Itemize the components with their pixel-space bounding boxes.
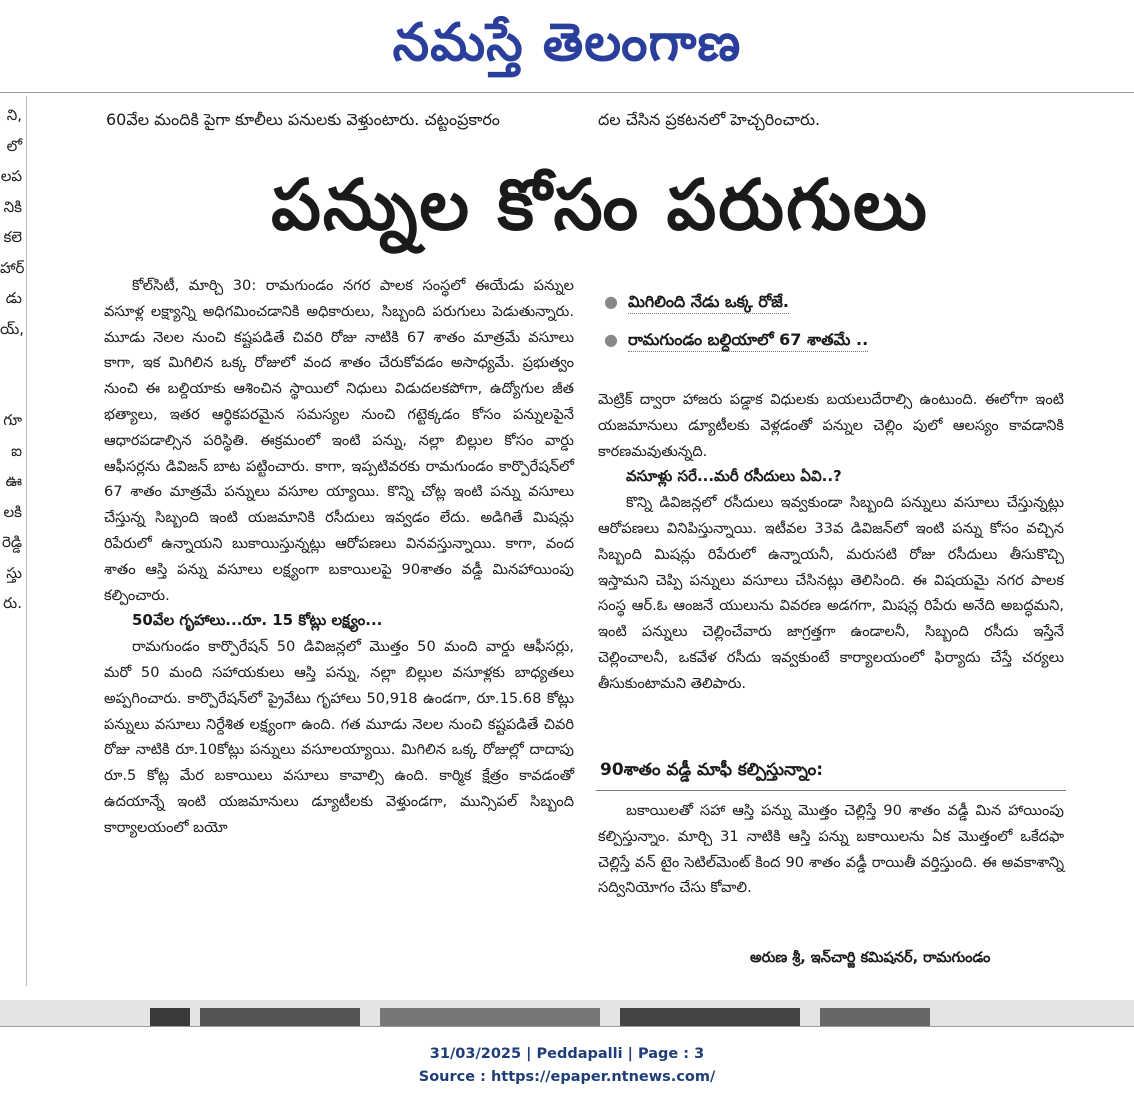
left-fragment	[0, 375, 24, 406]
headline: పన్నుల కోసం పరుగులు	[271, 164, 929, 246]
left-column-fragments	[0, 100, 24, 980]
masthead-title: నమస్తే తెలంగాణ	[392, 13, 742, 73]
box-signature: అరుణ శ్రీ, ఇన్‌చార్జి కమిషనర్, రామగుండం	[750, 950, 991, 966]
box-divider	[596, 790, 1066, 791]
left-fragment: నికి	[3, 197, 22, 216]
left-fragment: కలె	[3, 228, 22, 246]
left-fragment: డు	[5, 289, 22, 307]
footer-source: Source : https://epaper.ntnews.com/	[418, 1069, 716, 1085]
article-paragraph: మెట్రిక్ ద్వారా హాజరు పడ్డాక విధులకు బయలుదేరాల్సి ఉంటుంది. ఈలోగా ఇంటి యజమానులు డ్యూటీలకు వెళ్లడంతో పన్నుల చెల్లిం పులో ఆలస్యం కావడానికి కారణమవుతున్నది.	[598, 391, 1064, 460]
article-paragraph: రామగుండం కార్పొరేషన్ 50 డివిజన్లలో మొత్తం 50 మంది వార్డు ఆఫీసర్లు, మరో 50 మంది సహాయకులు ఆస్తి పన్ను, నల్లా బిల్లుల వసూళ్లకు బాధ్యతలు అప్పగించారు. కార్పొరేషన్‌లో ప్రైవేటు గృహాలు 50,918 ఉండగా, రూ.15.68 కోట్లు పన్నులు వసూలు నిర్దేశిత లక్ష్యంగా ఉంది. గత మూడు నెలల నుంచి కష్టపడితే చివరి రోజు నాటికి రూ.10కోట్లు పన్నులు వసూలయ్యాయి. మిగిలిన ఒక్క రోజుల్లో దాదాపు రూ.5 కోట్ల మేర బకాయిలు వసూలు కావాల్సి ఉంది. కార్మిక క్షేత్రం కావడంతో ఉదయాన్నే ఇంటి యజమానులు డ్యూటీలకు వెళ్తుండగా, మున్సిపల్ సిబ్బంది కార్యాలయంలో బయో	[104, 638, 574, 836]
left-fragment: హార్	[0, 258, 24, 277]
article-paragraph: కొన్ని డివిజన్లలో రసీదులు ఇవ్వకుండా సిబ్బంది పన్నులు వసూలు చేస్తున్నట్లు ఆరోపణలు వినిపిస్తున్నాయి. ఇటీవల 33వ డివిజన్‌లో ఇంటి పన్ను కోసం వచ్చిన సిబ్బంది మిషన్లు రిపేరులో ఉన్నాయనీ, మరుసటి రోజు రసీదులు తీసుకొచ్చి ఇస్తామని చెప్పి పన్నులు వసూలు చేసినట్లు తెలిసింది. ఈ విషయమై నగర పాలక సంస్థ ఆర్.ఓ ఆంజనే యులును వివరణ అడగగా, మిషన్ల రిపేరు అనేది అబద్ధమని, ఇంటి పన్నులు చెల్లించేవారు జాగ్రత్తగా ఉండాలనీ, సిబ్బంది రసీదు ఇస్తేనే చెల్లించాలనీ, ఒకవేళ రసీదు ఇవ్వకుంటే కార్యాలయంలో ఫిర్యాదు చేస్తే చర్యలు తీసుకుంటామని తెలిపారు.	[598, 494, 1064, 692]
footer-date-edition: 31/03/2025 | Peddapalli | Page : 3	[429, 1046, 705, 1062]
left-fragment: లప	[0, 167, 22, 185]
left-fragment: లో	[6, 136, 22, 155]
highlight-item: ● రామగుండం బల్దియాలో 67 శాతమే ..	[604, 321, 964, 359]
bullet-icon: ●	[604, 330, 618, 349]
left-fragment: గూ	[3, 411, 22, 429]
left-fragment: య్,	[0, 319, 24, 338]
highlights	[604, 283, 964, 359]
left-fragment: రు.	[3, 594, 22, 612]
top-continuation-right: దల చేసిన ప్రకటనలో హెచ్చరించారు.	[598, 110, 821, 129]
photo-strip	[0, 1000, 1134, 1026]
article-paragraph: కోల్‌సిటీ, మార్చి 30: రామగుండం నగర పాలక సంస్థలో ఈయేడు పన్నుల వసూళ్ల లక్ష్యాన్ని అధిగమించడానికి అధికారులు, సిబ్బంది పరుగులు పెడుతున్నారు. మూడు నెలల నుంచి కష్టపడితే చివరి రోజు నాటికి 67 శాతం మాత్రమే వసూలు కాగా, ఇక మిగిలిన ఒక్క రోజులో వంద శాతం చేరుకోవడం అసాధ్యమే. ప్రభుత్వం నుంచి ఈ బల్దియాకు ఆశించిన స్థాయిలో నిధులు విడుదలకపోగా, ఉద్యోగుల జీత భత్యాలు, ఇతర ఆర్థికపరమైన సమస్యల నుంచి గట్టెక్కడం కోసం పన్నులపైనే ఆధారపడాల్సిన పరిస్థితి. ఈక్రమంలో ఇంటి పన్ను, నల్లా బిల్లుల కోసం వార్డు ఆఫీసర్లను డివిజన్ బాట పట్టించారు. కాగా, ఇప్పటివరకు రామగుండం కార్పొరేషన్‌లో 67 శాతం మాత్రమే పన్నులు వసూల య్యాయి. కొన్ని చోట్ల ఇంటి పన్ను వసూలు చేస్తున్న సిబ్బంది ఇంటి యజమానికి రసీదులు ఇవ్వడం లేదు. అడిగితే మిషన్లు రిపేరులో ఉన్నాయని బుకాయిస్తున్నట్లు ఆరోపణలు వినవస్తున్నాయి. కాగా, వంద శాతం ఆస్తి పన్ను వసూలు లక్ష్యంగా బకాయిలపై 90శాతం వడ్డీ మినహాయింపు కల్పించారు.	[104, 277, 574, 604]
left-fragment: స్తు	[6, 563, 22, 582]
box-heading: 90శాతం వడ్డీ మాఫీ కల్పిస్తున్నాం:	[600, 760, 824, 780]
article-column-2	[598, 387, 1064, 697]
box-body	[598, 798, 1064, 901]
top-continuation-left: 60వేల మందికి పైగా కూలీలు పనులకు వెళ్తుంటారు. చట్టంప్రకారం	[106, 110, 500, 129]
left-fragment	[0, 344, 24, 375]
article-subheading: 50వేల గృహాలు...రూ. 15 కోట్లు లక్ష్యం...	[132, 611, 383, 630]
masthead-divider	[0, 92, 1134, 93]
left-fragment: లకి	[3, 502, 22, 521]
article-subheading: వసూళ్లు సరే...మరీ రసీదులు ఏవి..?	[626, 467, 842, 486]
article-column-1	[104, 273, 574, 841]
highlight-item: ● మిగిలింది నేడు ఒక్క రోజే.	[604, 283, 964, 321]
footer-divider	[0, 1026, 1134, 1027]
masthead	[0, 8, 1134, 78]
bullet-icon: ●	[604, 292, 618, 311]
column-separator	[26, 96, 27, 986]
left-fragment: ని,	[6, 106, 22, 124]
left-fragment: రెడ్డి	[2, 533, 22, 551]
left-fragment: ఊ	[5, 472, 22, 490]
box-paragraph: బకాయిలతో సహా ఆస్తి పన్ను మొత్తం చెల్లిస్తే 90 శాతం వడ్డీ మిన హాయింపు కల్పిస్తున్నాం. మార్చి 31 నాటికి ఆస్తి పన్ను బకాయిలను ఏక మొత్తంలో ఒకేదఫా చెల్లిస్తే వన్ టైం సెటిల్‌మెంట్ కింద 90 శాతం వడ్డీ రాయితీ వర్తిస్తుంది. ఈ అవకాశాన్ని సద్వినియోగం చేసు కోవాలి.	[598, 802, 1064, 897]
left-fragment: ఐ	[11, 441, 22, 460]
